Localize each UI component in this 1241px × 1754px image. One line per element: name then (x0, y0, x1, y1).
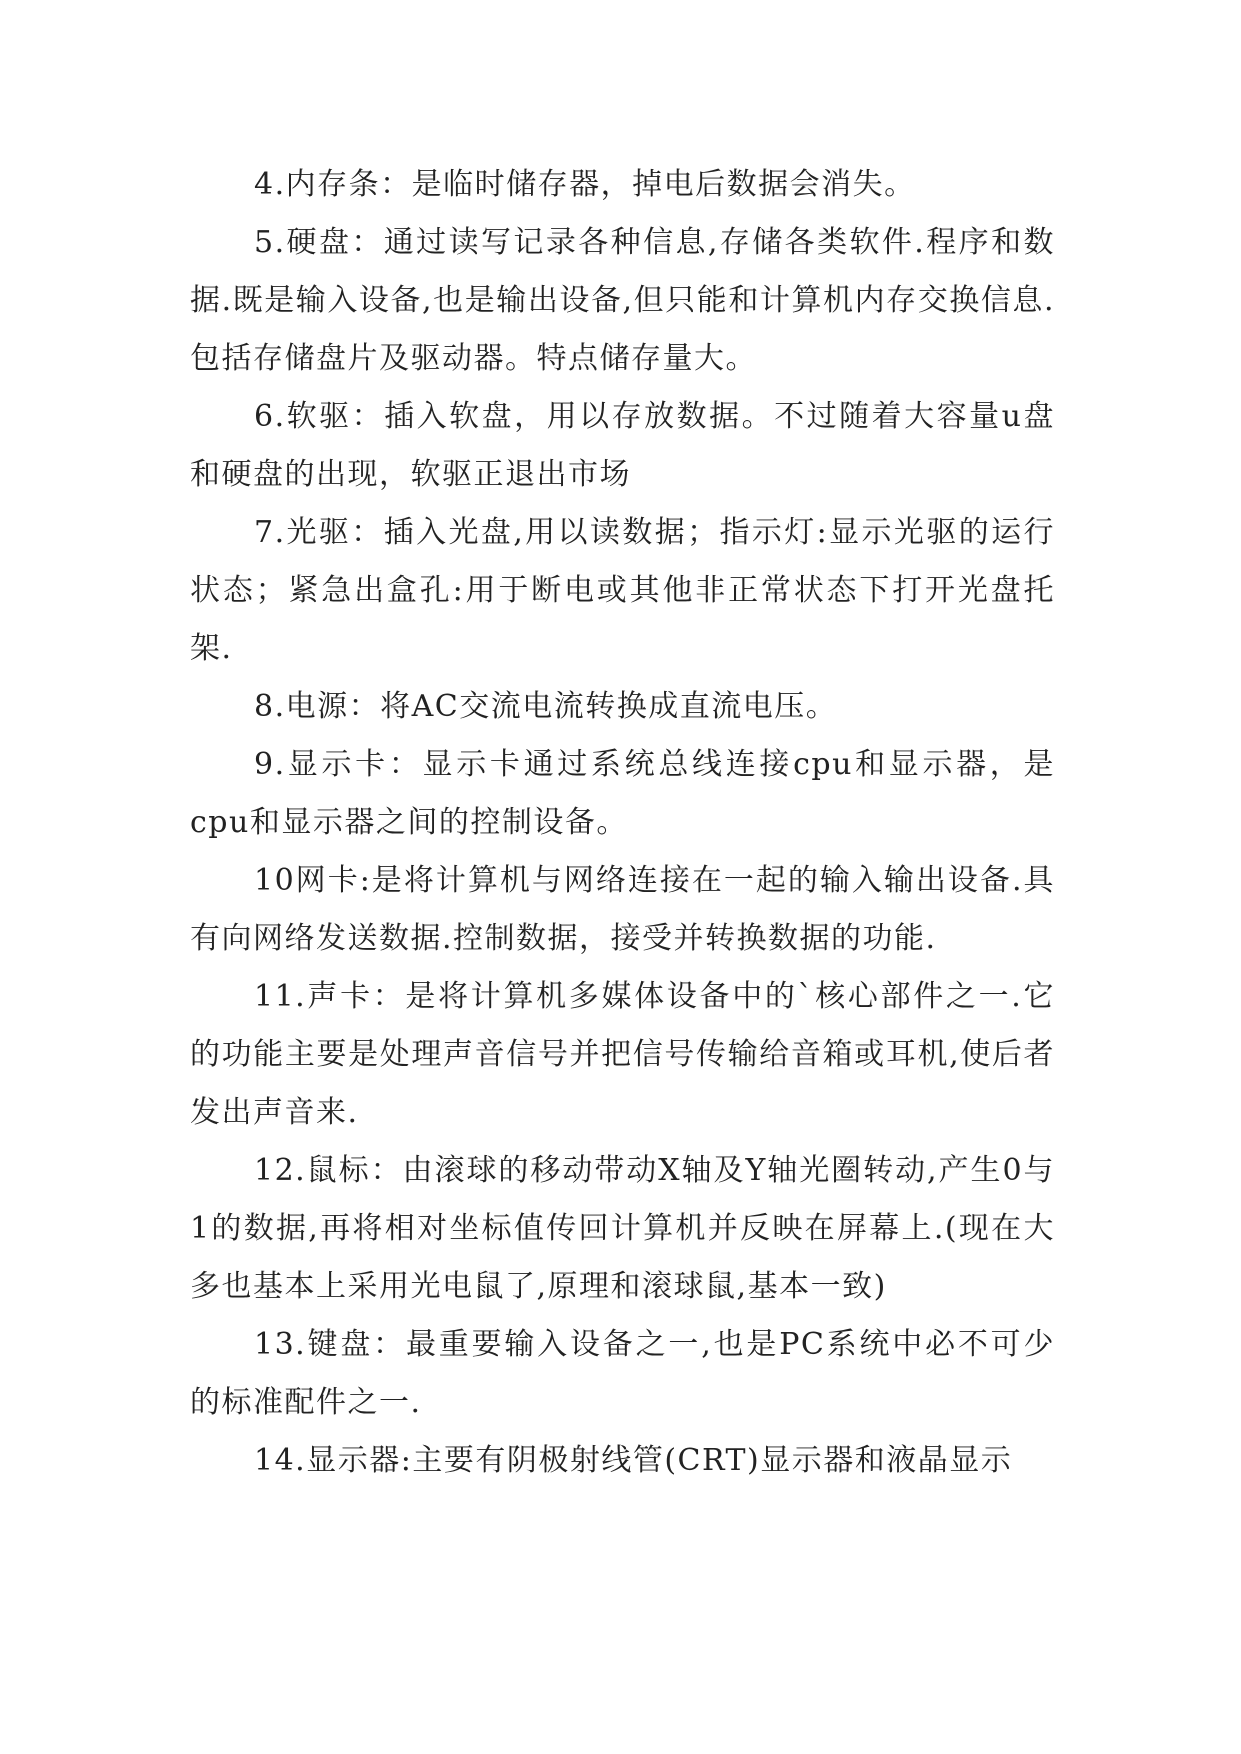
paragraph-floppy-drive: 6.软驱：插入软盘，用以存放数据。不过随着大容量u盘和硬盘的出现，软驱正退出市场 (190, 399, 1055, 492)
paragraph-sound-card: 11.声卡：是将计算机多媒体设备中的`核心部件之一.它的功能主要是处理声音信号并把信号传输给音箱或耳机,使后者发出声音来. (190, 979, 1055, 1130)
paragraph-hard-disk: 5.硬盘：通过读写记录各种信息,存储各类软件.程序和数据.既是输入设备,也是输出设备,但只能和计算机内存交换信息.包括存储盘片及驱动器。特点储存量大。 (190, 225, 1055, 376)
paragraph-monitor: 14.显示器:主要有阴极射线管(CRT)显示器和液晶显示 (254, 1443, 1013, 1478)
paragraph-memory: 4.内存条：是临时储存器，掉电后数据会消失。 (254, 167, 916, 202)
paragraph-mouse: 12.鼠标：由滚球的移动带动X轴及Y轴光圈转动,产生0与1的数据,再将相对坐标值传回计算机并反映在屏幕上.(现在大多也基本上采用光电鼠了,原理和滚球鼠,基本一致) (190, 1153, 1055, 1304)
paragraph-network-card: 10网卡:是将计算机与网络连接在一起的输入输出设备.具有向网络发送数据.控制数据，接受并转换数据的功能. (190, 863, 1055, 956)
paragraph-keyboard: 13.键盘：最重要输入设备之一,也是PC系统中必不可少的标准配件之一. (190, 1327, 1055, 1420)
paragraph-optical-drive: 7.光驱：插入光盘,用以读数据；指示灯:显示光驱的运行状态；紧急出盒孔:用于断电或其他非正常状态下打开光盘托架. (190, 515, 1055, 666)
document-body (190, 156, 1055, 1490)
paragraph-graphics-card: 9.显示卡：显示卡通过系统总线连接cpu和显示器，是cpu和显示器之间的控制设备。 (190, 747, 1055, 840)
paragraph-power-supply: 8.电源：将AC交流电流转换成直流电压。 (254, 689, 838, 724)
